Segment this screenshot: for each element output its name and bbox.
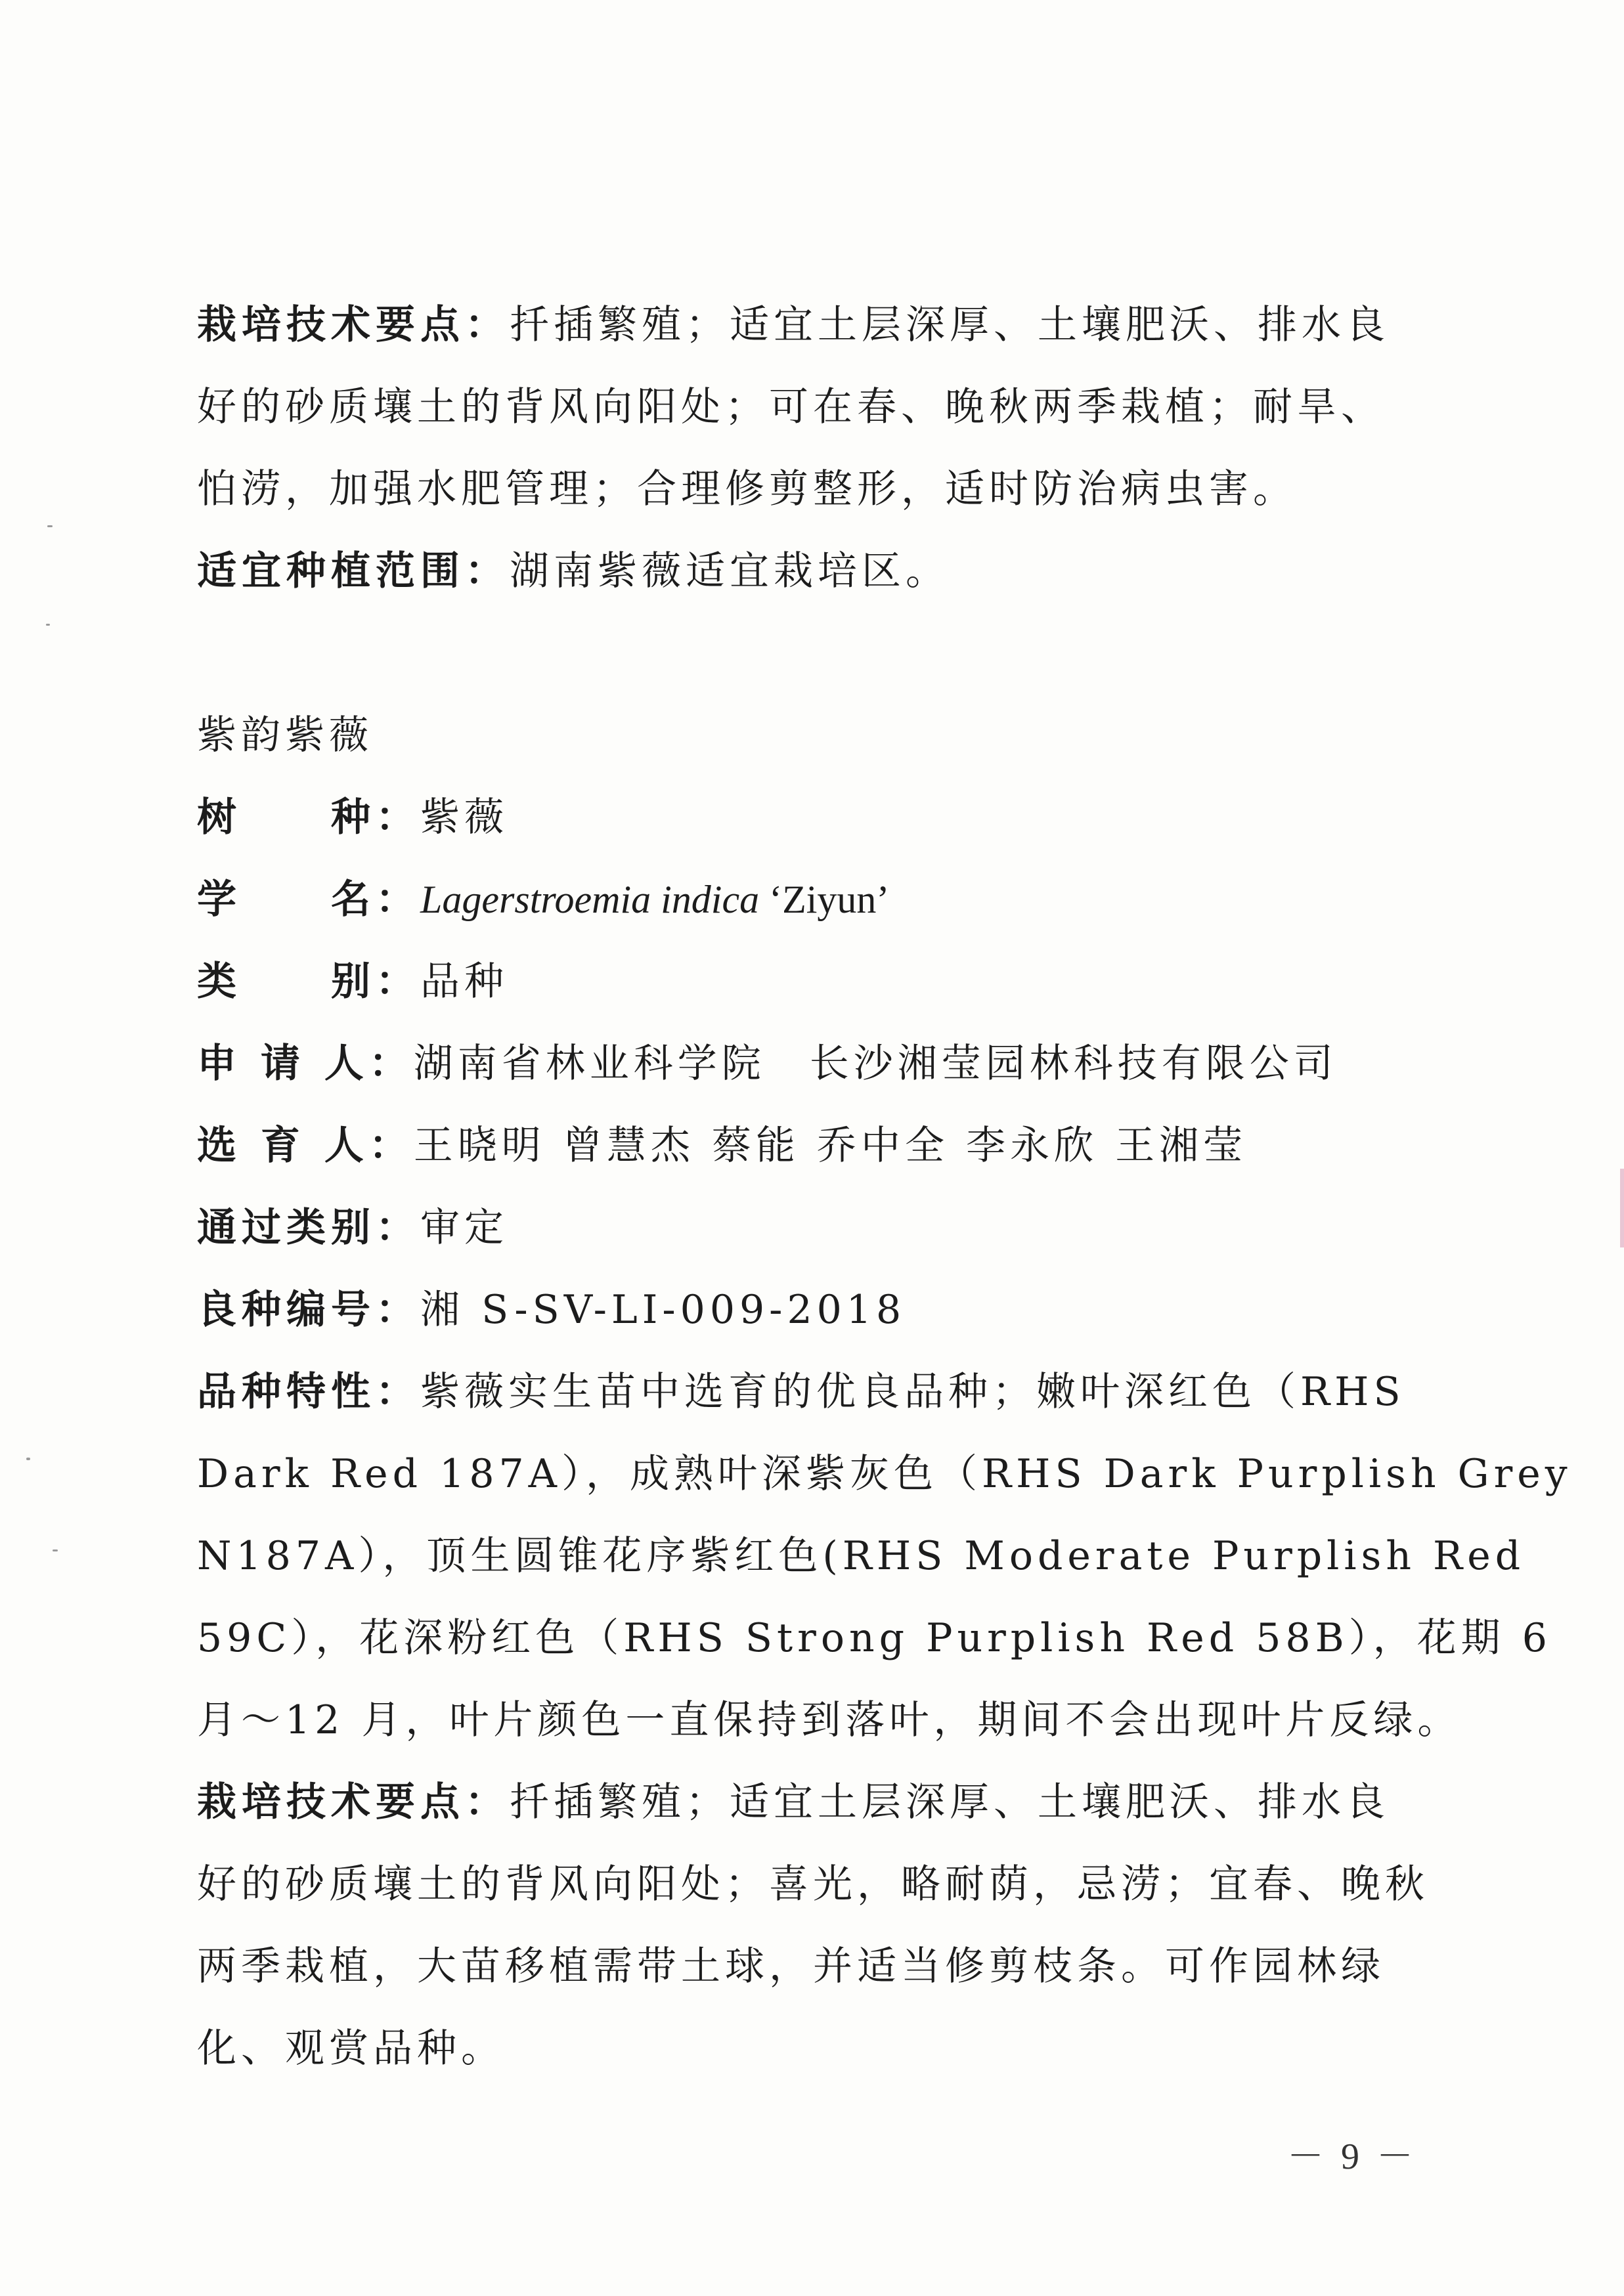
traits-line-1 [197,1366,1445,1418]
page-number: － 9 － [1287,2136,1417,2177]
cultivation2-text: 好的砂质壤土的背风向阳处；喜光，略耐荫，忌涝；宜春、晚秋 [197,1861,1429,1907]
scan-speck [26,1458,30,1460]
species-value: 紫薇 [420,794,508,840]
category-value: 品种 [420,959,508,1005]
cultivation2-text: 化、观赏品种。 [197,2025,505,2071]
range-line [197,545,1445,597]
scientific-name-cultivar: ‘Ziyun’ [759,878,890,921]
traits-line-2 [197,1448,1572,1500]
scan-edge-mark [1620,1169,1624,1247]
applicant-label: 申 请 人： [197,1041,414,1087]
cultivation2-line-1 [197,1776,1445,1829]
category-row [197,955,1445,1008]
cultivation2-label: 栽培技术要点： [197,1779,510,1825]
applicant-value: 湖南省林业科学院 长沙湘莹园林科技有限公司 [413,1041,1338,1087]
cultivation2-line-2 [197,1858,1445,1911]
traits-label: 品种特性： [197,1369,420,1415]
cultivation2-line-3 [197,1940,1445,1993]
breeder-value: 王晓明 曾慧杰 蔡能 乔中全 李永欣 王湘莹 [413,1123,1248,1169]
cultivation2-line-4 [197,2022,1445,2075]
scan-speck [47,525,53,527]
cultivation-label: 栽培技术要点： [197,302,510,348]
traits-text: 月～12 月，叶片颜色一直保持到落叶，期间不会出现叶片反绿。 [197,1697,1462,1743]
scientific-name-row [197,873,1445,926]
seed-number-label: 良种编号： [197,1287,420,1333]
cultivation2-text: 两季栽植，大苗移植需带土球，并适当修剪枝条。可作园林绿 [197,1943,1385,1989]
traits-text: 紫薇实生苗中选育的优良品种；嫩叶深红色（RHS [420,1369,1405,1415]
cultivation2-text: 扦插繁殖；适宜土层深厚、土壤肥沃、排水良 [510,1779,1390,1825]
variety-title-text: 紫韵紫薇 [197,712,373,758]
scan-speck [46,624,50,626]
cultivation-text: 怕涝，加强水肥管理；合理修剪整形，适时防治病虫害。 [197,466,1297,512]
range-value: 湖南紫薇适宜栽培区。 [510,548,950,594]
cultivation-paragraph-line-2 [197,381,1445,433]
cultivation-paragraph-line-3 [197,463,1445,515]
traits-line-4 [197,1612,1552,1664]
seed-number-value: 湘 S-SV-LI-009-2018 [420,1287,906,1333]
scientific-name-label: 学 名： [197,877,420,922]
traits-line-5 [197,1694,1462,1746]
variety-title [197,709,1445,762]
approval-row [197,1202,1445,1254]
species-label: 树 种： [197,794,420,840]
category-label: 类 别： [197,959,420,1005]
seed-number-row [197,1284,1445,1336]
cultivation-text: 好的砂质壤土的背风向阳处；可在春、晚秋两季栽植；耐旱、 [197,384,1385,430]
cultivation-text: 扦插繁殖；适宜土层深厚、土壤肥沃、排水良 [510,302,1390,348]
traits-text: N187A），顶生圆锥花序紫红色(RHS Moderate Purplish Red [197,1533,1525,1579]
traits-text: Dark Red 187A），成熟叶深紫灰色（RHS Dark Purplish Grey [197,1451,1572,1497]
breeder-row [197,1119,1445,1172]
cultivation-paragraph-line-1 [197,299,1445,351]
breeder-label: 选 育 人： [197,1123,414,1169]
species-row [197,791,1445,844]
scan-speck [53,1549,58,1551]
applicant-row [197,1037,1445,1090]
approval-label: 通过类别： [197,1205,420,1251]
traits-line-3 [197,1530,1525,1582]
traits-text: 59C），花深粉红色（RHS Strong Purplish Red 58B），花期 6 [197,1615,1552,1661]
scientific-name-binomial: Lagerstroemia indica [420,878,760,921]
range-label: 适宜种植范围： [197,548,510,594]
approval-value: 审定 [420,1205,508,1251]
